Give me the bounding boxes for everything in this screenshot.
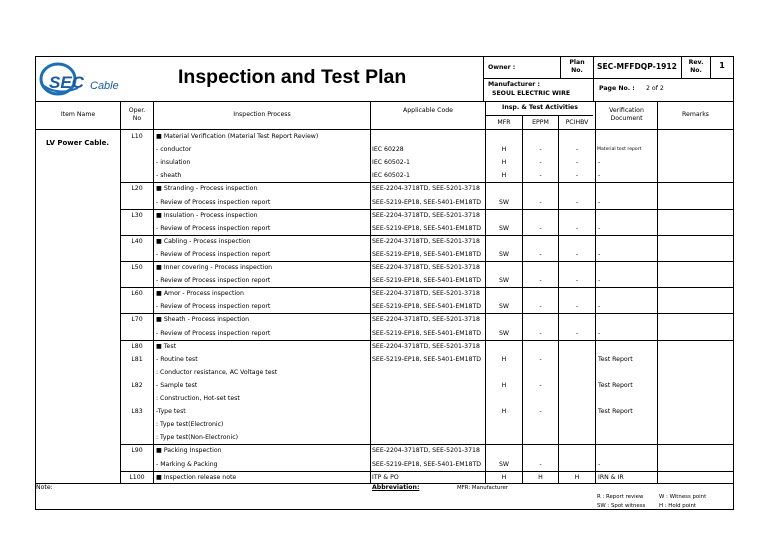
process-step: ■ Sheath - Process inspection — [156, 316, 250, 324]
col-code-text: Applicable Code — [403, 107, 453, 114]
verification-document: Test Report — [598, 381, 633, 389]
row-divider — [120, 471, 733, 472]
eppm-activity: - — [539, 224, 542, 232]
eppm-activity: - — [539, 381, 542, 389]
manufacturer-value: SEOUL ELECTRIC WIRE — [492, 90, 571, 97]
company-logo — [38, 62, 122, 96]
mfr-activity: SW — [498, 198, 510, 206]
pcihbv-activity: H — [574, 473, 580, 481]
mfr-activity: H — [501, 172, 507, 180]
applicable-code: SEE-2204-3718TD, SEE-5201-3718 — [372, 447, 480, 455]
pcihbv-activity: - — [575, 329, 579, 337]
col-mfr: MFR — [497, 119, 511, 126]
verification-document: Test Report — [598, 408, 633, 416]
pcihbv-activity: - — [575, 224, 579, 232]
verification-document: - — [598, 277, 601, 285]
oper-no: L70 — [131, 316, 143, 324]
eppm-activity: - — [539, 408, 542, 416]
process-step: - Review of Process inspection report — [156, 250, 271, 258]
process-step: ■ Insulation - Process inspection — [156, 211, 258, 219]
process-step: - Review of Process inspection report — [156, 277, 271, 285]
row-divider — [120, 235, 733, 236]
col-oper-no — [121, 107, 153, 123]
h-definition: H : Hold point — [659, 503, 697, 509]
row-divider — [120, 340, 733, 341]
process-step: ■ Packing Inspection — [156, 447, 222, 455]
rev-label — [682, 59, 710, 75]
mfr-definition: MFR: Manufacturer — [457, 485, 508, 491]
process-step: ■ Cabling - Process inspection — [156, 237, 251, 245]
process-step: -Type test — [156, 408, 186, 416]
col-activities: Insp. & Test Activities — [502, 104, 578, 111]
plan-no-value: SEC-MFFDQP-1912 — [597, 62, 677, 71]
pcihbv-activity: - — [575, 146, 579, 154]
process-step: - Marking & Packing — [156, 460, 218, 468]
oper-no: L80 — [131, 342, 143, 350]
mfr-activity: SW — [498, 460, 510, 468]
pcihbv-activity: - — [575, 159, 579, 167]
process-step: : Conductor resistance, AC Voltage test — [156, 368, 278, 376]
mfr-activity: H — [501, 381, 507, 389]
row-divider — [120, 444, 733, 445]
col-pcihbv: PCIHBV — [565, 119, 589, 126]
process-step: ■ Stranding - Process inspection — [156, 185, 258, 193]
applicable-code: SEE-5219-EP18, SEE-5401-EM18TD — [372, 224, 482, 232]
mfr-activity: SW — [498, 250, 510, 258]
rev-value: 1 — [719, 61, 725, 70]
row-divider — [120, 261, 733, 262]
col-verification — [596, 107, 657, 123]
pcihbv-activity: - — [575, 198, 579, 206]
oper-no: L82 — [131, 381, 143, 389]
eppm-activity: - — [539, 303, 542, 311]
oper-no: L90 — [131, 447, 143, 455]
oper-no: L50 — [131, 264, 143, 271]
pcihbv-activity: - — [575, 277, 579, 285]
eppm-activity: - — [539, 250, 542, 258]
mfr-activity: SW — [498, 329, 510, 337]
process-step: - Review of Process inspection report — [156, 303, 271, 311]
applicable-code: SEE-5219-EP18, SEE-5401-EM18TD — [372, 303, 482, 311]
eppm-activity: - — [539, 172, 542, 180]
verification-document: Test Report — [598, 355, 633, 363]
oper-no: L81 — [131, 355, 143, 363]
applicable-code: SEE-5219-EP18, SEE-5401-EM18TD — [372, 460, 482, 468]
applicable-code: SEE-2204-3718TD, SEE-5201-3718 — [372, 316, 480, 324]
process-step: ■ Material Verification (Material Test Report Review) — [156, 133, 319, 140]
w-definition: W : Witness point — [659, 494, 707, 500]
process-step: ■ Amor - Process inspection — [156, 290, 244, 298]
pcihbv-activity: - — [575, 303, 579, 311]
page-value: 2 of 2 — [646, 85, 664, 92]
mfr-activity: H — [501, 146, 507, 154]
logo-sec-text: SEC — [49, 73, 84, 92]
applicable-code: SEE-2204-3718TD, SEE-5201-3718 — [372, 185, 480, 193]
process-step: - sheath — [156, 172, 182, 180]
oper-no: L60 — [131, 290, 143, 298]
r-definition: R : Report review — [597, 494, 644, 500]
row-divider — [120, 209, 733, 210]
applicable-code: SEE-5219-EP18, SEE-5401-EM18TD — [372, 277, 482, 285]
oper-no: L20 — [131, 185, 143, 193]
abbreviation-label: Abbreviation: — [372, 484, 420, 491]
applicable-code: SEE-2204-3718TD, SEE-5201-3718 — [372, 342, 480, 350]
manufacturer-label: Manufacturer : — [488, 81, 540, 88]
process-step: - Sample test — [156, 381, 198, 389]
rev-label-text: Rev. No. — [688, 59, 704, 74]
process-step: - Review of Process inspection report — [156, 198, 271, 206]
verification-document: - — [598, 460, 601, 468]
mfr-activity: H — [501, 355, 507, 363]
mfr-activity: SW — [498, 224, 510, 232]
plan-no-label — [561, 59, 593, 75]
col-oper-no-text: Oper. No — [128, 107, 146, 122]
eppm-activity: - — [539, 329, 542, 337]
eppm-activity: H — [538, 473, 543, 481]
col-code — [371, 107, 485, 115]
sw-definition: SW : Spot witness — [597, 503, 646, 509]
document-title: Inspection and Test Plan — [178, 66, 407, 88]
applicable-code: SEE-2204-3718TD, SEE-5201-3718 — [372, 237, 480, 245]
plan-no-label-text: Plan No. — [569, 59, 585, 74]
process-step: - Review of Process inspection report — [156, 224, 271, 232]
owner-label: Owner : — [488, 64, 516, 71]
verification-document: - — [598, 172, 601, 180]
note-label: Note: — [36, 484, 53, 491]
row-divider — [120, 182, 733, 183]
eppm-activity: - — [539, 159, 542, 167]
eppm-activity: - — [539, 355, 542, 363]
applicable-code: SEE-2204-3718TD, SEE-5201-3718 — [372, 290, 480, 298]
verification-document: - — [598, 159, 601, 167]
verification-document: - — [598, 250, 601, 258]
process-step: : Construction, Hot-set test — [156, 395, 240, 402]
process-step: - insulation — [156, 159, 191, 167]
page-label: Page No. : — [599, 85, 635, 92]
verification-document: - — [598, 303, 601, 311]
process-step: ■ Inspection release note — [156, 473, 237, 481]
oper-no: L10 — [131, 133, 143, 140]
item-name-value: LV Power Cable. — [46, 139, 110, 147]
eppm-activity: - — [539, 146, 542, 154]
col-item-name: Item Name — [60, 111, 96, 118]
oper-no: L83 — [131, 408, 143, 416]
process-step: - conductor — [156, 146, 192, 154]
applicable-code: IEC 60228 — [372, 146, 404, 154]
verification-document: - — [598, 329, 601, 337]
mfr-activity: SW — [498, 303, 510, 311]
verification-document: - — [598, 224, 601, 232]
mfr-activity: H — [501, 473, 507, 481]
process-step: ■ Inner covering - Process inspection — [156, 264, 273, 271]
verification-document: IRN & IR — [598, 473, 624, 481]
pcihbv-activity: - — [575, 250, 579, 258]
col-process: Inspection Process — [233, 111, 291, 118]
verification-document: Material test report — [597, 147, 642, 153]
verification-document: - — [598, 198, 601, 206]
logo-cable-text: Cable — [90, 80, 119, 92]
mfr-activity: SW — [498, 277, 510, 285]
eppm-activity: - — [539, 277, 542, 285]
mfr-activity: H — [501, 408, 507, 416]
oper-no: L30 — [131, 211, 143, 219]
eppm-activity: - — [539, 460, 542, 468]
process-step: : Type test(Non-Electronic) — [156, 434, 239, 442]
applicable-code: SEE-5219-EP18, SEE-5401-EM18TD — [372, 329, 482, 337]
oper-no: L40 — [131, 237, 143, 245]
applicable-code: SEE-2204-3718TD, SEE-5201-3718 — [372, 211, 480, 219]
col-eppm: EPPM — [532, 119, 549, 126]
pcihbv-activity: - — [575, 172, 579, 180]
applicable-code: ITP & PO — [372, 473, 399, 481]
process-step: ■ Test — [156, 342, 176, 350]
eppm-activity: - — [539, 198, 542, 206]
applicable-code: SEE-5219-EP18, SEE-5401-EM18TD — [372, 198, 482, 206]
row-divider — [120, 313, 733, 314]
applicable-code: SEE-5219-EP18, SEE-5401-EM18TD — [372, 355, 482, 363]
applicable-code: IEC 60502-1 — [372, 159, 410, 167]
applicable-code: SEE-2204-3718TD, SEE-5201-3718 — [372, 264, 480, 271]
oper-no: L100 — [129, 473, 145, 481]
col-remarks: Remarks — [682, 111, 709, 118]
applicable-code: SEE-5219-EP18, SEE-5401-EM18TD — [372, 250, 482, 258]
process-step: - Review of Process inspection report — [156, 329, 271, 337]
mfr-activity: H — [501, 159, 507, 167]
col-verification-text: Verification Document — [609, 107, 644, 122]
row-divider — [120, 287, 733, 288]
applicable-code: IEC 60502-1 — [372, 172, 410, 180]
process-step: : Type test(Electronic) — [156, 421, 224, 429]
process-step: - Routine test — [156, 355, 198, 363]
